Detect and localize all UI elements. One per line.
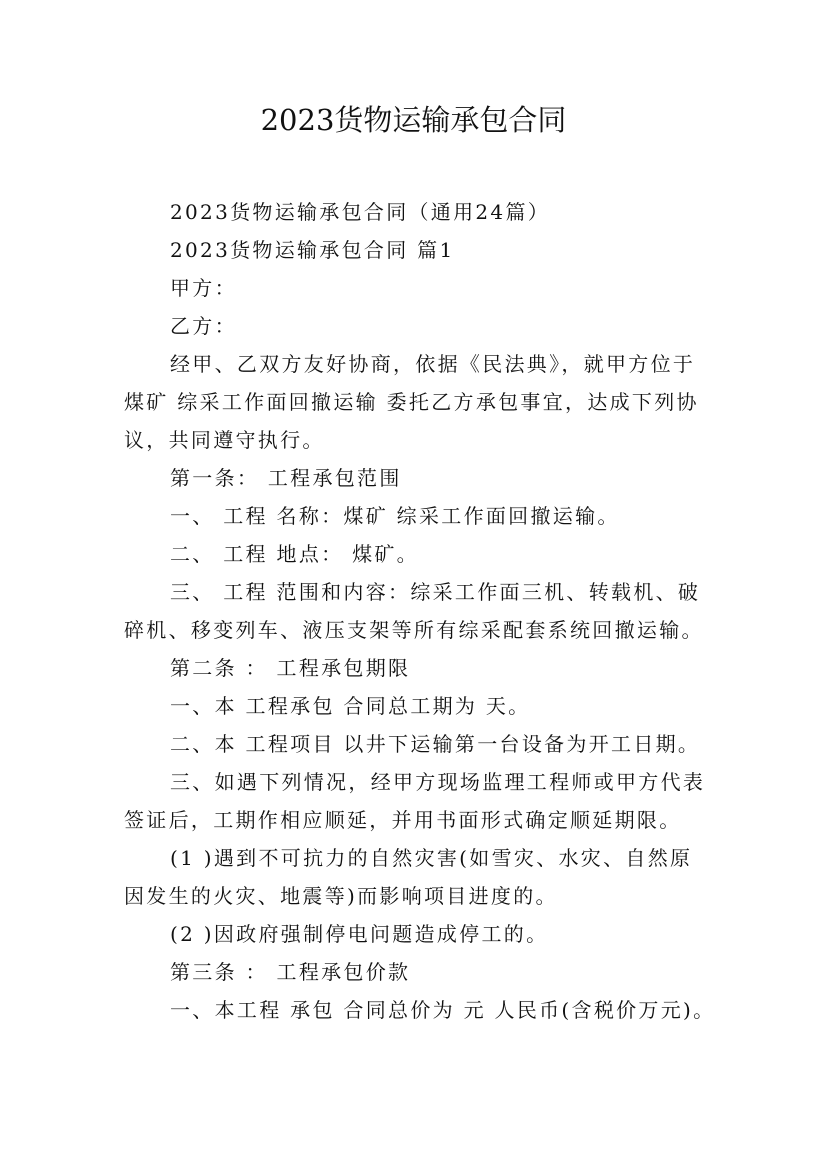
clause-line: 三、如遇下列情况，经甲方现场监理工程师或甲方代表 — [170, 770, 706, 794]
article-heading: 第三条 ： 工程承包价款 — [170, 960, 411, 984]
article-heading: 第二条 ： 工程承包期限 — [170, 656, 411, 680]
clause-line: 二、本 工程项目 以井下运输第一台设备为开工日期。 — [170, 732, 701, 756]
subtitle-line: 2023货物运输承包合同（通用24篇） — [170, 200, 551, 224]
clause-line: 碎机、移变列车、液压支架等所有综采配套系统回撤运输。 — [124, 618, 704, 642]
clause-line: 一、 工程 名称：煤矿 综采工作面回撤运输。 — [170, 504, 620, 528]
clause-line: 二、 工程 地点： 煤矿。 — [170, 542, 419, 566]
clause-line: 因发生的火灾、地震等)而影响项目进度的。 — [124, 884, 558, 908]
clause-line: (1 )遇到不可抗力的自然灾害(如雪灾、水灾、自然原 — [170, 846, 693, 870]
document-title: 2023货物运输承包合同 — [260, 103, 567, 137]
paragraph-line: 议，共同遵守执行。 — [124, 428, 325, 452]
clause-line: 一、本 工程承包 合同总工期为 天。 — [170, 694, 531, 718]
paragraph-line: 经甲、乙双方友好协商，依据《民法典》，就甲方位于 — [170, 352, 696, 376]
clause-line: 三、 工程 范围和内容：综采工作面三机、转载机、破 — [170, 580, 701, 604]
party-a-line: 甲方： — [170, 276, 237, 300]
paragraph-line: 煤矿 综采工作面回撤运输 委托乙方承包事宜，达成下列协 — [124, 390, 699, 414]
section-heading: 2023货物运输承包合同 篇1 — [170, 238, 455, 262]
clause-line: (2 )因政府强制停电问题造成停工的。 — [170, 922, 549, 946]
clause-line: 签证后，工期作相应顺延，并用书面形式确定顺延期限。 — [124, 808, 682, 832]
party-b-line: 乙方： — [170, 314, 237, 338]
clause-line: 一、本工程 承包 合同总价为 元 人民币(含税价万元)。 — [170, 998, 716, 1022]
article-heading: 第一条： 工程承包范围 — [170, 466, 402, 490]
